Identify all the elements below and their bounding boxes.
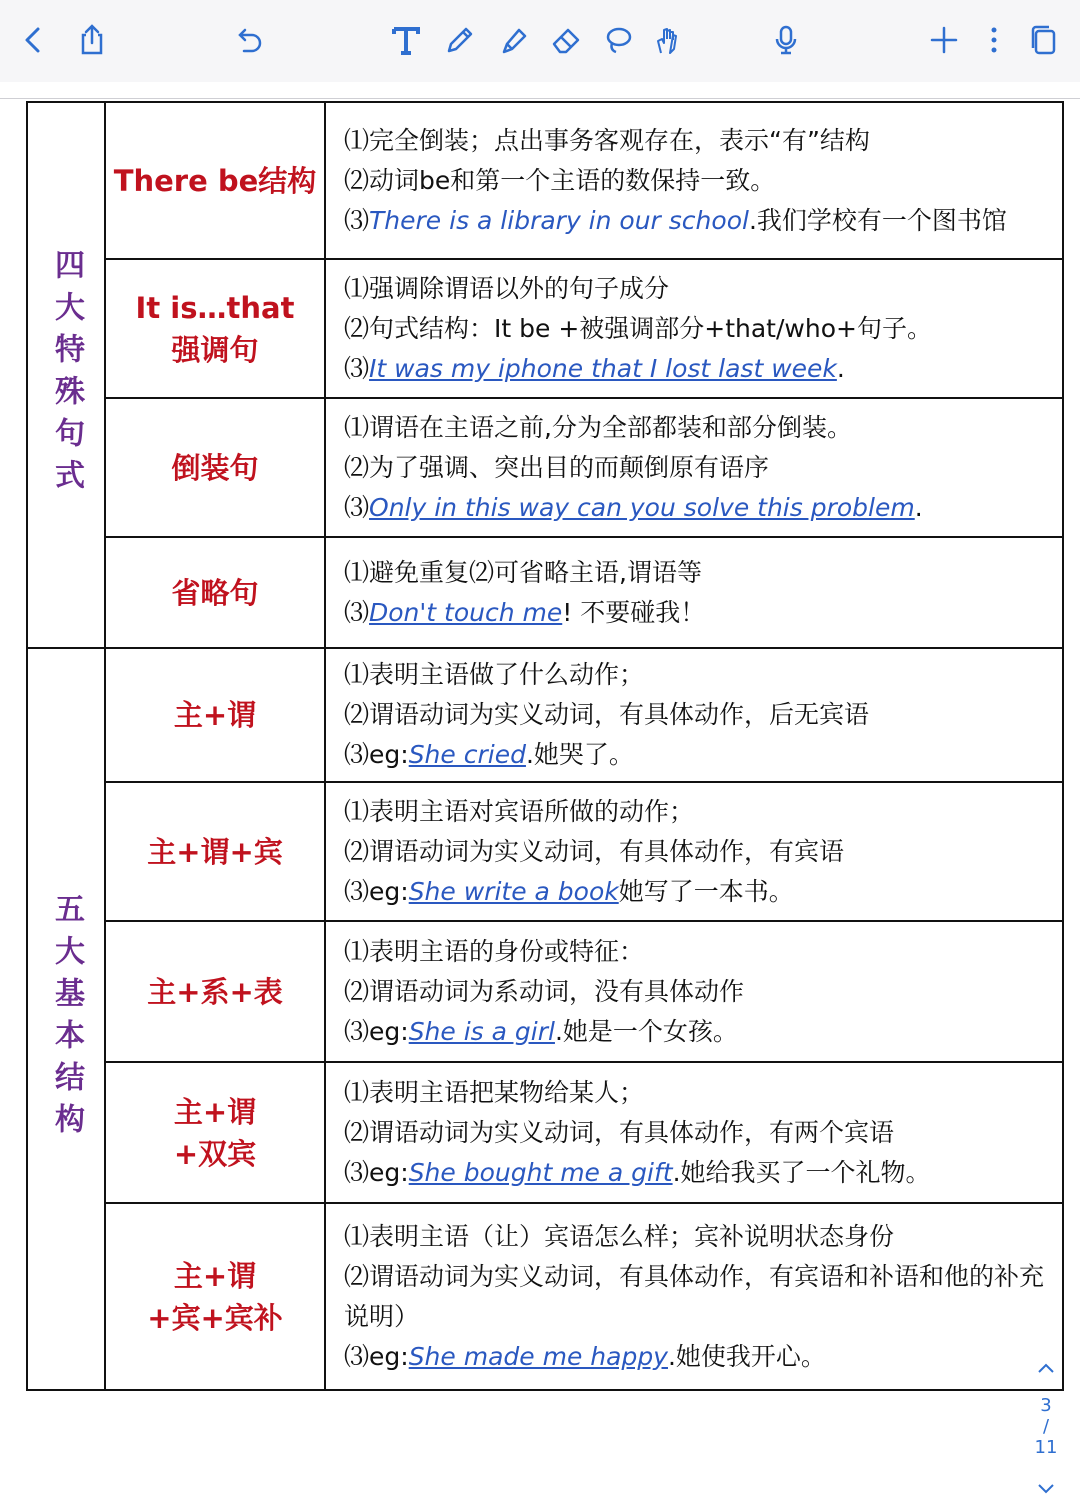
content-line [344,269,1048,309]
line-text: ⑶ [344,597,370,627]
content-line [344,655,1048,695]
row-label: 主+系+表 [147,974,283,1009]
content-line [344,735,1048,775]
example-sentence: She cried [408,740,526,769]
row-content [326,922,1062,1061]
page-indicator[interactable] [1026,1361,1066,1496]
content-line [344,553,1048,593]
line-text: ⑴避免重复⑵可省略主语,谓语等 [344,557,702,587]
row-content [326,649,1062,781]
content-line [344,1337,1048,1377]
row-label-cell [106,103,326,258]
line-text: ⑴表明主语把某物给某人； [344,1077,645,1107]
chevron-down-icon[interactable] [1036,1482,1056,1496]
line-text: ⑵谓语动词为实义动词，有具体动作，有宾语和补语和他的补充说明） [344,1261,1045,1331]
table-row [106,260,1062,399]
row-content [326,260,1062,397]
content-line [344,932,1048,972]
content-line [344,1257,1048,1337]
eraser-icon[interactable] [546,18,586,62]
row-label: 主+谓 [173,698,257,732]
content-line [344,201,1048,241]
row-label: 主+谓 +宾+宾补 [147,1258,283,1335]
content-line [344,832,1048,872]
content-line [344,1073,1048,1113]
lasso-icon[interactable] [598,18,638,62]
example-sentence: Only in this way can you solve this problem [369,492,915,522]
content-line [344,349,1048,389]
undo-icon[interactable] [228,18,268,62]
content-line [344,792,1048,832]
content-line [344,408,1048,448]
content-line [344,872,1048,912]
microphone-icon[interactable] [766,18,806,62]
line-text: ⑵动词be和第一个主语的数保持一致。 [344,165,776,195]
table-row [106,649,1062,783]
example-sentence: Don't touch me [369,597,563,627]
content-line [344,593,1048,633]
row-label-cell [106,922,326,1061]
pages-icon[interactable] [1024,18,1064,62]
table-row [106,1063,1062,1204]
note-page[interactable] [0,99,1080,1458]
table-row [106,1204,1062,1389]
content-line [344,1217,1048,1257]
row-label-cell [106,260,326,397]
row-label: 主+谓+宾 [147,834,283,869]
table-row [106,538,1062,649]
content-line [344,309,1048,349]
line-text: ⑴表明主语（让）宾语怎么样；宾补说明状态身份 [344,1221,895,1251]
example-sentence: She write a book [408,876,619,906]
highlighter-icon[interactable] [494,18,534,62]
line-text: ⑴表明主语对宾语所做的动作； [344,796,695,826]
line-text: ⑵为了强调、突出目的而颠倒原有语序 [344,452,770,482]
content-line [344,695,1048,735]
table-row [106,399,1062,538]
line-text: ⑶eg: [344,1157,409,1187]
line-text: ⑵谓语动词为实义动词，有具体动作，有宾语 [344,836,845,866]
line-translation: ! 不要碰我！ [562,597,706,627]
row-label: 省略句 [171,575,259,610]
page-total: 11 [1034,1437,1058,1458]
line-text: ⑵谓语动词为系动词，没有具体动作 [344,976,745,1006]
row-label-cell [106,1063,326,1202]
example-sentence: It was my iphone that I lost last week [369,353,837,383]
line-text: ⑶eg: [344,740,409,769]
category-label: 四大特殊句式 [49,249,84,501]
toolbar [0,0,1080,83]
line-translation: 她写了一本书。 [618,876,794,906]
pen-icon[interactable] [440,18,480,62]
content-line [344,161,1048,201]
row-label-cell [106,649,326,781]
line-text: ⑶ [344,353,370,383]
line-translation: .她哭了。 [525,740,634,769]
row-label: It is…that 强调句 [135,290,295,367]
row-label-cell [106,783,326,920]
more-icon[interactable] [974,18,1014,62]
example-sentence: There is a library in our school [369,205,749,235]
toolbar-divider [0,82,1080,99]
line-text: ⑴完全倒装；点出事务客观存在，表示“有”结构 [344,125,870,155]
line-text: ⑶eg: [344,1016,409,1046]
line-text: ⑵谓语动词为实义动词，有具体动作，后无宾语 [344,700,870,729]
chevron-up-icon[interactable] [1036,1361,1056,1375]
line-text: ⑴强调除谓语以外的句子成分 [344,273,670,303]
line-text: ⑵谓语动词为实义动词，有具体动作，有两个宾语 [344,1117,895,1147]
line-text: ⑶ [344,205,370,235]
row-content [326,1204,1062,1389]
line-translation: .她是一个女孩。 [554,1016,738,1046]
row-content [326,1063,1062,1202]
row-label: 倒装句 [171,450,259,485]
row-content [326,103,1062,258]
line-text: ⑵句式结构：It be +被强调部分+that/who+句子。 [344,313,932,343]
hand-icon[interactable] [648,18,688,62]
line-text: ⑴表明主语做了什么动作； [344,660,645,689]
row-content [326,538,1062,647]
category-label: 五大基本结构 [49,893,84,1145]
row-label: There be结构 [113,163,317,198]
add-icon[interactable] [924,18,964,62]
page-current: 3 [1040,1395,1052,1416]
content-line [344,972,1048,1012]
line-translation: .我们学校有一个图书馆 [748,205,1007,235]
line-text: ⑶eg: [344,876,409,906]
table-row [106,922,1062,1063]
example-sentence: She made me happy [408,1341,668,1371]
grammar-table [26,101,1064,1391]
back-icon[interactable] [14,18,54,62]
line-text: ⑶eg: [344,1341,409,1371]
content-line [344,488,1048,528]
share-icon[interactable] [72,18,112,62]
row-label: 主+谓 +双宾 [173,1094,257,1171]
row-label-cell [106,538,326,647]
row-content [326,399,1062,536]
category-cell [28,649,106,1389]
line-text: ⑴表明主语的身份或特征： [344,936,645,966]
content-line [344,448,1048,488]
row-label-cell [106,399,326,536]
line-text: ⑴谓语在主语之前,分为全部都装和部分倒装。 [344,412,852,442]
line-translation: . [914,492,923,522]
line-text: ⑶ [344,492,370,522]
content-line [344,1153,1048,1193]
content-line [344,121,1048,161]
row-content [326,783,1062,920]
line-translation: . [836,353,845,383]
content-line [344,1113,1048,1153]
category-cell [28,103,106,649]
content-line [344,1012,1048,1052]
table-row [106,783,1062,922]
line-translation: .她使我开心。 [667,1341,826,1371]
row-label-cell [106,1204,326,1389]
text-tool-icon[interactable] [386,18,426,62]
example-sentence: She bought me a gift [408,1157,673,1187]
table-row [106,103,1062,260]
example-sentence: She is a girl [408,1016,555,1046]
page-sep: / [1042,1416,1050,1437]
line-translation: .她给我买了一个礼物。 [672,1157,931,1187]
